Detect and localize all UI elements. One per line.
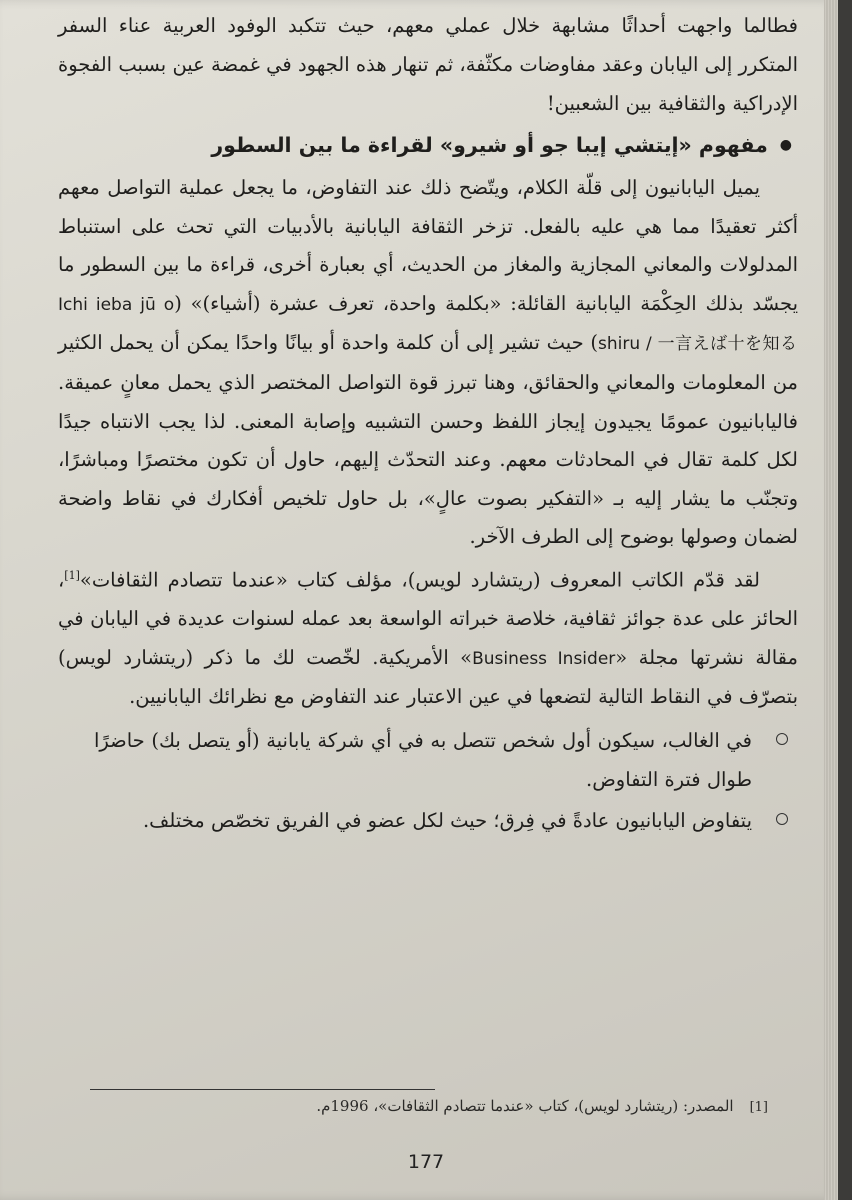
footnote-divider — [90, 1089, 435, 1090]
paragraph-lewis-part2: ، الحائز على عدة جوائز ثقافية، خلاصة خبراته الواسعة بعد عمله لسنوات عديدة في اليابان في مقالة نشرتها مجلة « — [58, 568, 798, 669]
paragraph-concept-part2: ) حيث تشير إلى أن كلمة واحدة أو بيانًا واحدًا يمكن أن يحمل الكثير من المعلومات والمعاني والحقائق، وهنا تبرز قوة التواصل المختصر الذي يحمل معانٍ عميقة. فاليابانيون عمومًا يجيدون إيجاز اللفظ وحسن التشبيه وإصابة المعنى. لذا يجب الانتباه جيدًا لكل كلمة تقال في المحادثات معهم. وعند التحدّث إليهم، حاول أن تكون مختصرًا ومباشرًا، وتجنّب ما يشار إليه بـ «التفكير بصوت عالٍ»، بل حاول تلخيص أفكارك في نقاط واضحة لضمان وصولها بوضوح إلى الطرف الآخر. — [58, 331, 798, 549]
footnote-number: [1] — [749, 1100, 768, 1115]
japanese-proverb: Ichi ieba jū o shiru / 一言えば十を知る — [58, 294, 798, 355]
heading-bullet-icon: ● — [779, 137, 792, 153]
circle-bullet-icon — [776, 733, 788, 745]
paragraph-concept — [58, 169, 798, 557]
footnote-text: المصدر: (ريتشارد لويس)، كتاب «عندما تتصادم الثقافات»، 1996م. — [316, 1097, 734, 1115]
list-item-text: يتفاوض اليابانيون عادةً في فِرق؛ حيث لكل عضو في الفريق تخصّص مختلف. — [142, 808, 752, 832]
page-edges — [824, 0, 838, 1200]
magazine-name: Business Insider — [472, 648, 616, 669]
section-heading — [58, 125, 798, 165]
paragraph-lewis-part3: » الأمريكية. لخّصت لك ما ذكر (ريتشارد لويس) بتصرّف في النقاط التالية لتضعها في عين الاعتبار عند التفاوض مع نظرائك اليابانيين. — [58, 645, 798, 709]
paragraph-concept-part1: يميل اليابانيون إلى قلّة الكلام، ويتّضح ذلك عند التفاوض، ما يجعل عملية التواصل معهم أكثر تعقيدًا مما هي عليه بالفعل. تزخر الثقافة اليابانية بالأدبيات التي تحث على استنباط المدلولات والمعاني المجازية والمغاز من الحديث، أي بعبارة أخرى، قراءة ما بين السطور ما يجسّد بذلك الحِكْمَة اليابانية القائلة: «بكلمة واحدة، تعرف عشرة (أشياء)» ( — [58, 176, 799, 315]
list-item-text: في الغالب، سيكون أول شخص تتصل به في أي شركة يابانية (أو يتصل بك) حاضرًا طوال فترة التفاوض. — [94, 728, 752, 791]
section-heading-text: مفهوم «إيتشي إيبا جو أو شيرو» لقراءة ما بين السطور — [211, 133, 768, 157]
circle-bullet-icon — [776, 813, 788, 825]
paragraph-lewis-part1: لقد قدّم الكاتب المعروف (ريتشارد لويس)، مؤلف كتاب «عندما تتصادم الثقافات» — [79, 568, 760, 592]
paragraph-lewis — [58, 557, 798, 717]
list-item — [94, 801, 798, 840]
top-paragraph: فطالما واجهت أحداثًا مشابهة خلال عملي معهم، حيث تتكبد الوفود العربية عناء السفر المتكرر إلى اليابان وعقد مفاوضات مكثّفة، ثم تنهار هذه الجهود في غمضة عين بسبب الفجوة الإدراكية والثقافية بين الشعبين! — [58, 14, 798, 115]
footnote — [128, 1093, 768, 1121]
page-number: 177 — [407, 1151, 445, 1173]
tips-list — [58, 721, 798, 840]
list-item — [94, 721, 798, 799]
footnote-reference[interactable]: [1] — [64, 568, 80, 582]
page-content — [58, 6, 798, 842]
